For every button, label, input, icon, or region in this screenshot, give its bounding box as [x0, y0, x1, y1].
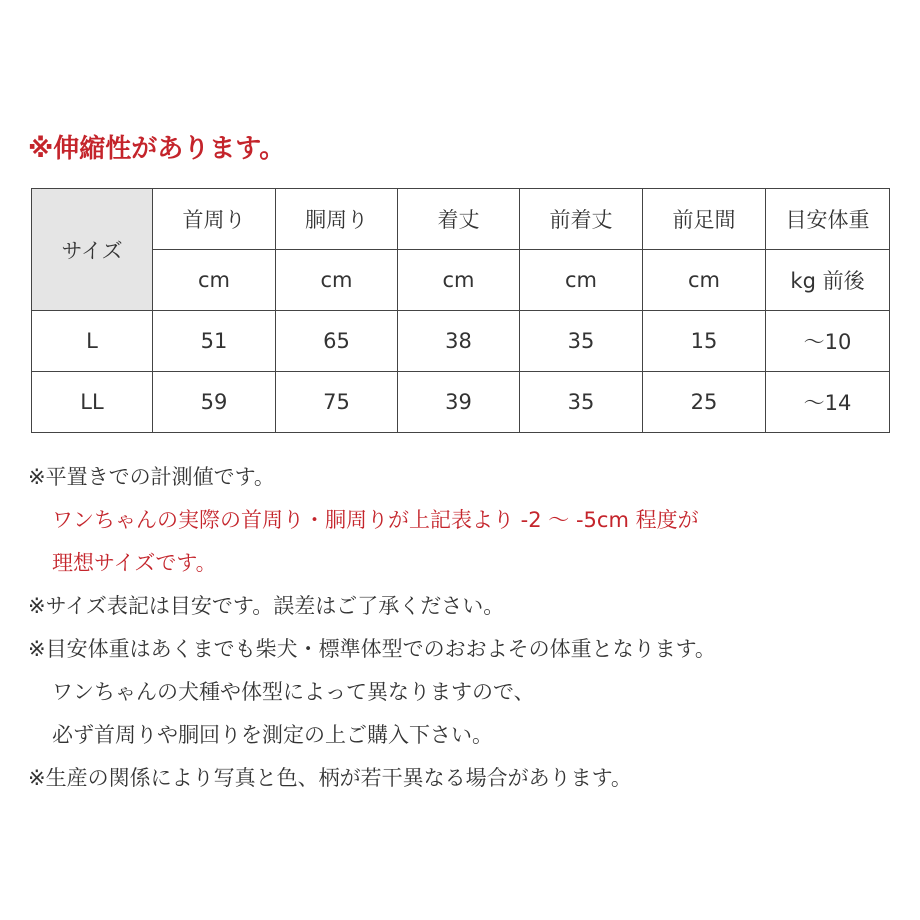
value-cell: 39 — [398, 372, 520, 433]
value-cell: 35 — [520, 372, 643, 433]
value-cell: ～10 — [766, 311, 890, 372]
notes-list — [28, 456, 908, 800]
value-cell: 65 — [276, 311, 398, 372]
value-cell: 51 — [153, 311, 276, 372]
size-table — [31, 188, 890, 433]
note-ideal-size-cont: 理想サイズです。 — [52, 551, 217, 575]
value-cell: 35 — [520, 311, 643, 372]
size-label-cell: L — [32, 311, 153, 372]
table-row — [32, 311, 890, 372]
table-header-row — [32, 189, 890, 250]
unit-cell: kg 前後 — [766, 250, 890, 311]
note-weight-guide: ※目安体重はあくまでも柴犬・標準体型でのおおよその体重となります。 — [28, 637, 716, 661]
unit-cell: cm — [153, 250, 276, 311]
unit-cell: cm — [520, 250, 643, 311]
elasticity-heading: ※伸縮性があります。 — [28, 134, 286, 164]
value-cell: ～14 — [766, 372, 890, 433]
unit-cell: cm — [276, 250, 398, 311]
value-cell: 75 — [276, 372, 398, 433]
size-corner-cell: サイズ — [32, 189, 153, 311]
unit-cell: cm — [398, 250, 520, 311]
note-ideal-size: ワンちゃんの実際の首周り・胴周りが上記表より -2 ～ -5cm 程度が — [52, 508, 699, 532]
column-header-neck: 首周り — [153, 189, 276, 250]
value-cell: 25 — [643, 372, 766, 433]
column-header-length: 着丈 — [398, 189, 520, 250]
value-cell: 38 — [398, 311, 520, 372]
unit-cell: cm — [643, 250, 766, 311]
table-row — [32, 372, 890, 433]
note-measure-before-buy: 必ず首周りや胴回りを測定の上ご購入下さい。 — [52, 723, 493, 747]
size-label-cell: LL — [32, 372, 153, 433]
value-cell: 59 — [153, 372, 276, 433]
note-flat-measurement: ※平置きでの計測値です。 — [28, 465, 275, 489]
table-units-row — [32, 250, 890, 311]
value-cell: 15 — [643, 311, 766, 372]
note-size-approx: ※サイズ表記は目安です。誤差はご了承ください。 — [28, 594, 505, 618]
column-header-weight: 目安体重 — [766, 189, 890, 250]
column-header-chest: 胴周り — [276, 189, 398, 250]
column-header-leg-gap: 前足間 — [643, 189, 766, 250]
note-color-variance: ※生産の関係により写真と色、柄が若干異なる場合があります。 — [28, 766, 632, 790]
note-weight-guide-cont: ワンちゃんの犬種や体型によって異なりますので、 — [52, 680, 535, 704]
column-header-front-length: 前着丈 — [520, 189, 643, 250]
